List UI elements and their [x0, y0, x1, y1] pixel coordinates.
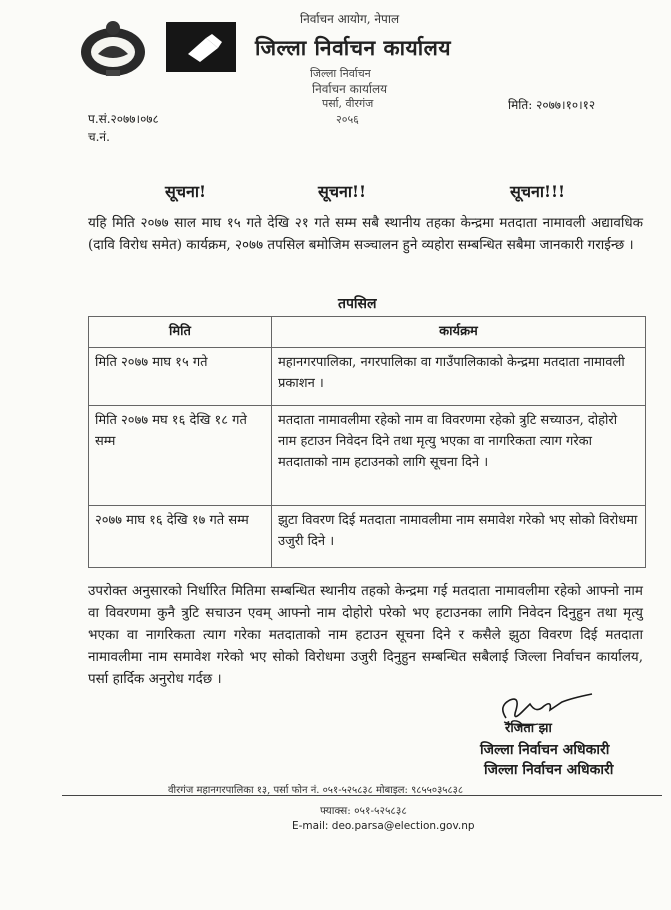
stamp-line: निर्वाचन कार्यालय — [312, 82, 388, 96]
table-row — [89, 348, 646, 406]
commission-name: निर्वाचन आयोग, नेपाल — [300, 12, 400, 26]
office-name: जिल्ला निर्वाचन कार्यालय — [255, 35, 452, 60]
schedule-table — [88, 316, 646, 568]
table-header-row — [89, 317, 646, 348]
row-program: महानगरपालिका, नगरपालिका वा गाउँपालिकाको केन्द्रमा मतदाता नामावली प्रकाशन । — [272, 348, 646, 406]
stamp-line: जिल्ला निर्वाचन — [310, 67, 371, 80]
notice-heading: सूचना!!! — [510, 182, 566, 201]
dispatch-number: च.नं. — [88, 130, 110, 144]
row-program: मतदाता नामावलीमा रहेको नाम वा विवरणमा रहेको त्रुटि सच्याउन, दोहोरो नाम हटाउन निवेदन दिने तथा मृत्यु भएका वा नागरिकता त्याग गरेका मतदाताको नाम हटाउनको लागि सूचना दिने । — [272, 406, 646, 506]
letter-date: मिति: २०७७।१०।१२ — [508, 98, 596, 112]
signatory-stamp-title: जिल्ला निर्वाचन अधिकारी — [484, 762, 614, 778]
column-header-date: मिति — [89, 317, 272, 348]
row-date: मिति २०७७ मघ १६ देखि १८ गते सम्म — [89, 406, 272, 506]
stamp-line: पर्सा, वीरगंज — [322, 97, 374, 110]
column-header-program: कार्यक्रम — [272, 317, 646, 348]
table-row — [89, 406, 646, 506]
table-row — [89, 506, 646, 568]
footer-divider — [62, 795, 662, 796]
intro-paragraph: यहि मिति २०७७ साल माघ १५ गते देखि २१ गते सम्म सबै स्थानीय तहका केन्द्रमा मतदाता नामावली अद्यावधिक (दावि विरोध समेत) कार्यक्रम, २०७७ तपसिल बमोजिम सञ्चालन हुने व्यहोरा सम्बन्धित सबैमा जानकारी गराईन्छ । — [88, 215, 643, 253]
row-program: झुटा विवरण दिई मतदाता नामावलीमा नाम समावेश गरेको भए सोको विरोधमा उजुरी दिने । — [272, 506, 646, 568]
footer-address: वीरगंज महानगरपालिका १३, पर्सा फोन नं. ०५१-५२५८३८ मोबाइल: ९८५५०३५८३८ — [168, 785, 464, 796]
election-commission-logo-icon — [166, 22, 236, 72]
signatory-title: जिल्ला निर्वाचन अधिकारी — [480, 742, 610, 758]
footer-email: E-mail: deo.parsa@election.gov.np — [292, 820, 475, 832]
footer-fax: फ्याक्स: ०५१-५२५८३८ — [320, 805, 407, 817]
stamp-line: २०५६ — [336, 113, 359, 126]
row-date: २०७७ माघ १६ देखि १७ गते सम्म — [89, 506, 272, 568]
closing-paragraph: उपरोक्त अनुसारको निर्धारित मितिमा सम्बन्धित स्थानीय तहको केन्द्रमा गई मतदाता नामावलीमा रहेको आफ्नो नाम वा विवरणमा कुनै त्रुटि सचाउन एवम् आफ्नो नाम दोहोरो परेको भए हटाउनका लागि निवेदन दिनुहुन तथा मृत्यु भएका वा नागरिकता त्याग गरेका मतदाताको नाम हटाउन सूचना दिने र कसैले झुठा विवरण दिई मतदाता नामावलीमा नाम समावेश गरेको भए सोको विरोधमा उजुरी दिनुहुन सम्बन्धित सबैलाई जिल्ला निर्वाचन कार्यालय, पर्सा हार्दिक अनुरोध गर्दछ । — [88, 583, 643, 687]
row-date: मिति २०७७ माघ १५ गते — [89, 348, 272, 406]
schedule-title: तपसिल — [338, 296, 377, 312]
government-emblem-icon — [78, 18, 148, 80]
signatory-name: रंजिता झा — [505, 721, 552, 736]
reference-number: प.सं.२०७७।०७८ — [88, 112, 159, 126]
notice-heading: सूचना!! — [318, 182, 367, 201]
notice-heading: सूचना! — [165, 182, 207, 201]
